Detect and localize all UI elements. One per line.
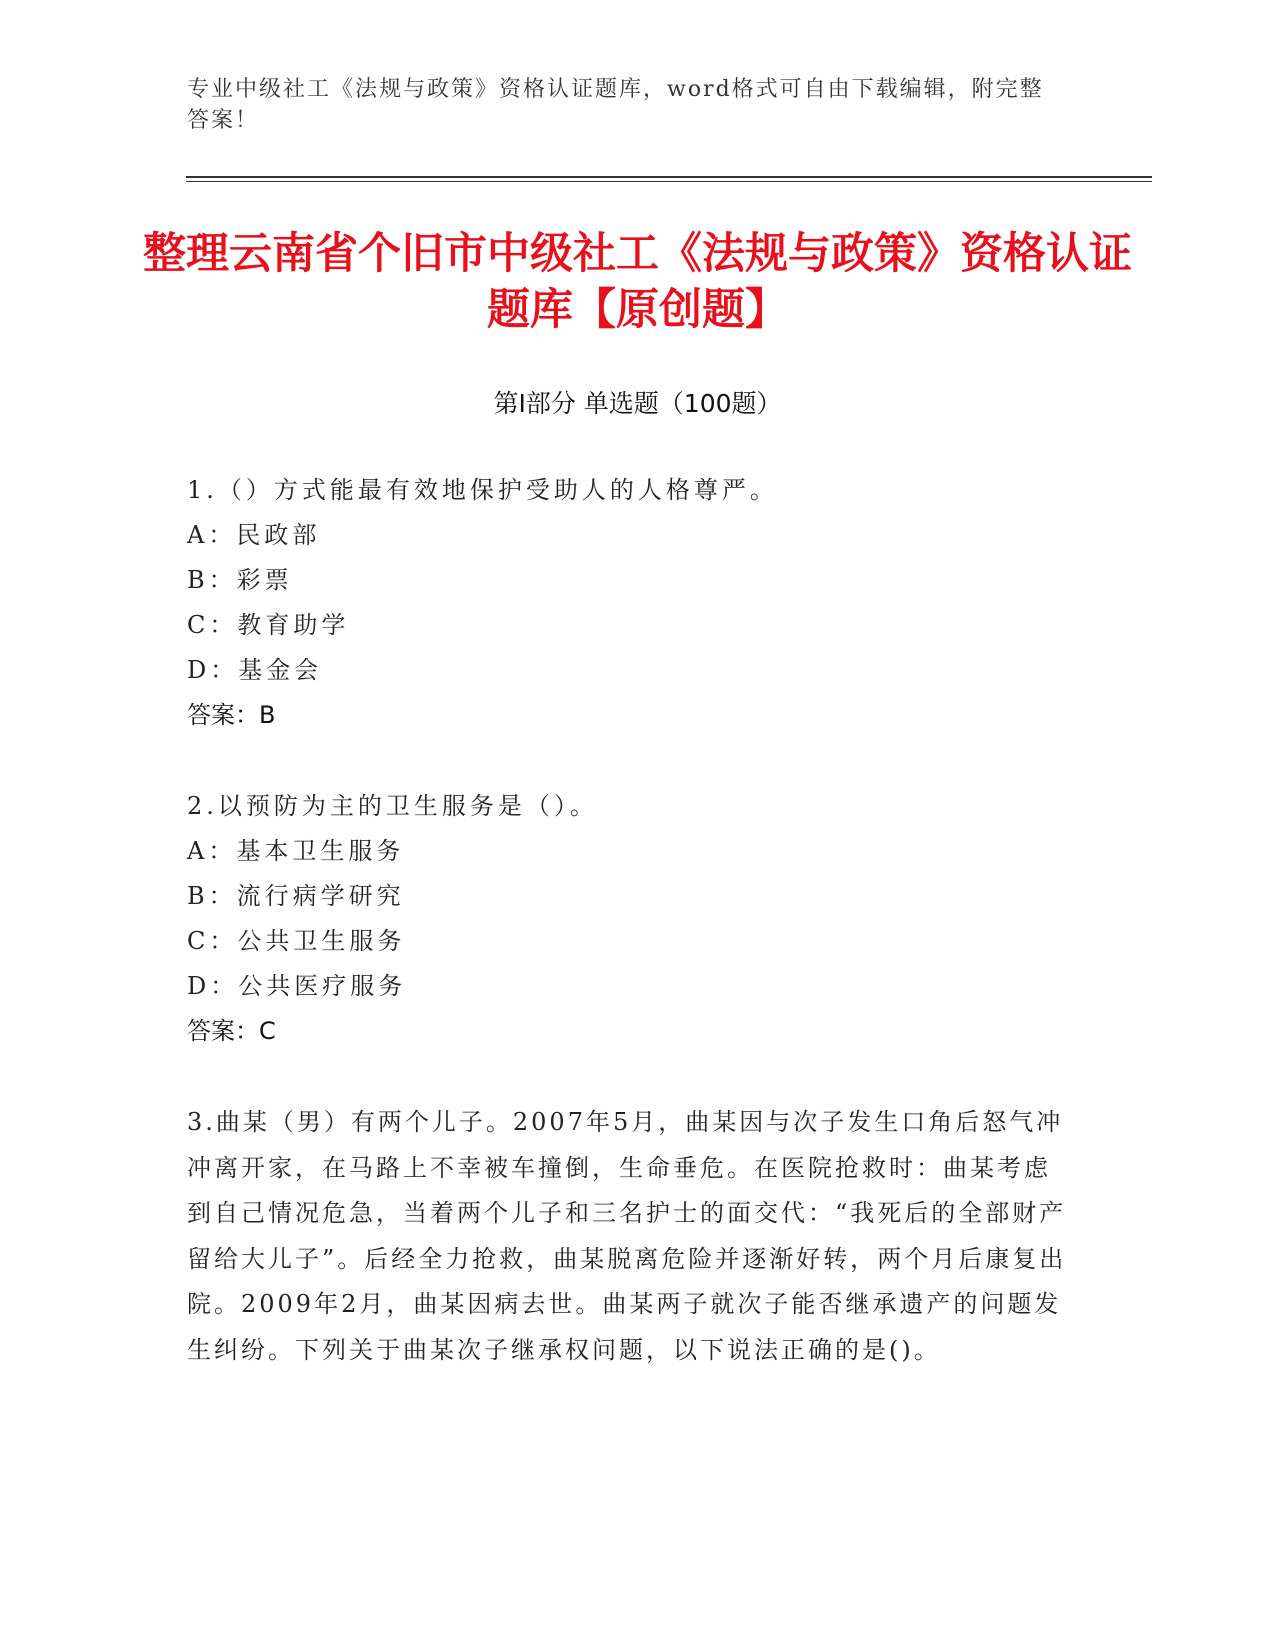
option-b: B：流行病学研究 (187, 882, 405, 910)
header-divider-thin (186, 181, 1152, 182)
question-1 (187, 468, 1067, 738)
header-divider (186, 176, 1152, 178)
option-b: B：彩票 (187, 566, 293, 594)
header-note: 专业中级社工《法规与政策》资格认证题库，word格式可自由下载编辑，附完整答案！ (187, 77, 1044, 133)
answer: 答案：C (187, 1017, 276, 1045)
question-stem: 1.（）方式能最有效地保护受助人的人格尊严。 (187, 476, 778, 504)
section-title: 第Ⅰ部分 单选题（100题） (493, 389, 782, 418)
answer: 答案：B (187, 701, 276, 729)
option-a: A：民政部 (187, 521, 321, 549)
option-c: C：公共卫生服务 (187, 927, 406, 955)
option-d: D：公共医疗服务 (187, 972, 407, 1000)
document-title: 整理云南省个旧市中级社工《法规与政策》资格认证题库【原创题】 (143, 229, 1132, 335)
question-stem: 3.曲某（男）有两个儿子。2007年5月，曲某因与次子发生口角后怒气冲冲离开家，在马路上不幸被车撞倒，生命垂危。在医院抢救时：曲某考虑到自己情况危急，当着两个儿子和三名护士的面交代：“我死后的全部财产留给大儿子”。后经全力抢救，曲某脱离危险并逐渐好转，两个月后康复出院。2009年2月，曲某因病去世。曲某两子就次子能否继承遗产的问题发生纠纷。下列关于曲某次子继承权问题，以下说法正确的是()。 (187, 1108, 1067, 1364)
option-d: D：基金会 (187, 656, 323, 684)
option-a: A：基本卫生服务 (187, 837, 405, 865)
question-stem: 2.以预防为主的卫生服务是（）。 (187, 792, 598, 820)
option-c: C：教育助学 (187, 611, 350, 639)
question-2 (187, 784, 1067, 1054)
question-3 (187, 1100, 1067, 1373)
